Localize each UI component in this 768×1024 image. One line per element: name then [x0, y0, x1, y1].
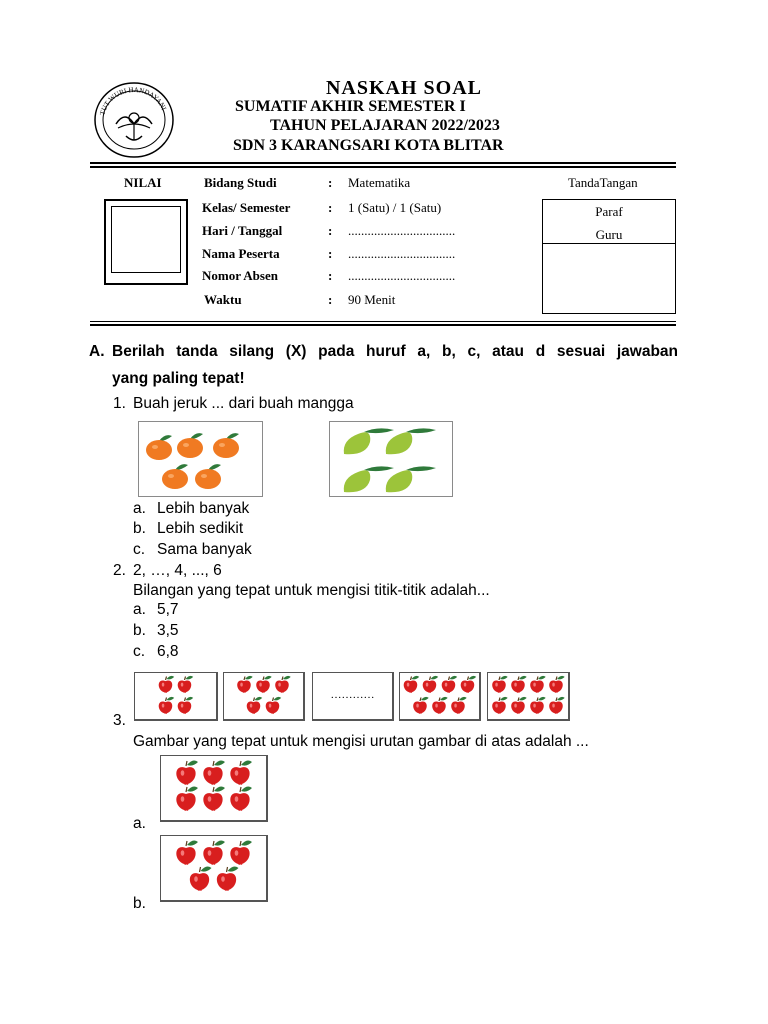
apple-fruit	[549, 697, 564, 714]
header-divider	[90, 162, 676, 164]
apple-fruit	[511, 697, 526, 714]
doc-title: NASKAH SOAL	[325, 77, 483, 99]
apple-sequence-box	[399, 672, 481, 721]
option-letter[interactable]: a.	[133, 815, 146, 832]
info-sep: :	[328, 200, 333, 215]
info-value[interactable]: .................................	[348, 268, 456, 283]
orange-fruit	[213, 433, 239, 458]
doc-subtitle-school: SDN 3 KARANGSARI KOTA BLITAR	[233, 137, 504, 154]
apple-sequence-box	[223, 672, 305, 721]
info-value[interactable]: .................................	[348, 246, 456, 261]
apple-fruit	[176, 787, 198, 811]
info-divider	[90, 321, 676, 322]
apple-fruit	[530, 697, 545, 714]
info-label: Nomor Absen	[202, 268, 278, 283]
apple-fruit	[159, 676, 174, 693]
oranges-image	[138, 421, 263, 497]
apple-fruit	[247, 697, 262, 714]
apple-fruit	[203, 841, 225, 865]
apple-fruit	[442, 676, 457, 693]
apple-fruit	[530, 676, 545, 693]
mango-fruit	[386, 428, 436, 454]
mangoes-image	[329, 421, 453, 497]
apple-fruit	[275, 676, 290, 693]
svg-text:TUT WURI HANDAYANI: TUT WURI HANDAYANI	[98, 85, 168, 116]
apple-fruit	[256, 676, 271, 693]
option-letter[interactable]: b.	[133, 520, 146, 537]
header-divider	[90, 166, 676, 168]
mango-fruit	[386, 466, 436, 492]
orange-fruit	[162, 464, 188, 489]
apple-fruit	[423, 676, 438, 693]
question-number: 3.	[113, 712, 126, 729]
apple-fruit	[461, 676, 476, 693]
paraf-label: Paraf	[595, 204, 623, 219]
apple-fruit	[176, 841, 198, 865]
question-subtext: Bilangan yang tepat untuk mengisi titik-titik adalah...	[133, 582, 490, 599]
info-sep: :	[328, 175, 333, 190]
blank-placeholder: …………	[330, 689, 375, 701]
apple-fruit	[176, 761, 198, 785]
option-b-apples[interactable]	[160, 835, 268, 902]
info-sep: :	[328, 268, 333, 283]
option-a-apples[interactable]	[160, 755, 268, 822]
info-sep: :	[328, 292, 333, 307]
apple-fruit	[217, 867, 239, 891]
option-letter[interactable]: b.	[133, 622, 146, 639]
apple-fruit	[203, 787, 225, 811]
section-instruction: yang paling tepat!	[112, 370, 245, 387]
option-letter[interactable]: a.	[133, 500, 146, 517]
orange-fruit	[146, 435, 172, 460]
doc-subtitle-year: TAHUN PELAJARAN 2022/2023	[270, 117, 500, 134]
apple-sequence-blank	[312, 672, 394, 721]
info-value: 1 (Satu) / 1 (Satu)	[348, 200, 442, 215]
orange-fruit	[177, 433, 203, 458]
info-sep: :	[328, 223, 333, 238]
info-divider	[90, 324, 676, 326]
info-value: Matematika	[348, 175, 411, 190]
info-sep: :	[328, 246, 333, 261]
question-number: 1.	[113, 395, 126, 412]
option-text[interactable]: 6,8	[157, 643, 179, 660]
option-letter[interactable]: c.	[133, 541, 146, 558]
section-instruction: Berilah tanda silang (X) pada huruf a, b, c, atau d sesuai jawaban	[112, 343, 678, 360]
apple-fruit	[404, 676, 419, 693]
info-label: Hari / Tanggal	[202, 223, 283, 238]
option-letter[interactable]: a.	[133, 601, 146, 618]
question-text: Buah jeruk ... dari buah mangga	[133, 395, 354, 412]
question-text: 2, …, 4, ..., 6	[133, 562, 222, 579]
apple-sequence-box	[487, 672, 570, 721]
tanda-tangan-label: TandaTangan	[568, 175, 638, 190]
apple-fruit	[203, 761, 225, 785]
guru-label: Guru	[595, 227, 623, 242]
nilai-score-box[interactable]	[104, 199, 188, 285]
apple-fruit	[492, 676, 507, 693]
apple-fruit	[159, 697, 174, 714]
apple-fruit	[230, 841, 252, 865]
apple-sequence-box	[134, 672, 218, 721]
question-number: 2.	[113, 562, 126, 579]
info-value[interactable]: .................................	[348, 223, 456, 238]
apple-fruit	[492, 697, 507, 714]
option-text[interactable]: 3,5	[157, 622, 179, 639]
info-label: Nama Peserta	[202, 246, 280, 261]
apple-fruit	[178, 697, 193, 714]
option-text[interactable]: 5,7	[157, 601, 179, 618]
info-label: Bidang Studi	[204, 175, 277, 190]
nilai-label: NILAI	[124, 175, 162, 190]
apple-fruit	[230, 761, 252, 785]
apple-fruit	[190, 867, 212, 891]
apple-fruit	[549, 676, 564, 693]
apple-fruit	[432, 697, 447, 714]
apple-fruit	[230, 787, 252, 811]
apple-fruit	[266, 697, 281, 714]
option-text[interactable]: Sama banyak	[157, 541, 252, 558]
question-text: Gambar yang tepat untuk mengisi urutan gambar di atas adalah ...	[133, 733, 589, 750]
option-text[interactable]: Lebih banyak	[157, 500, 250, 517]
info-label: Kelas/ Semester	[202, 200, 291, 215]
option-letter[interactable]: b.	[133, 895, 146, 912]
orange-fruit	[195, 464, 221, 489]
apple-fruit	[511, 676, 526, 693]
doc-subtitle-semester: SUMATIF AKHIR SEMESTER I	[235, 98, 466, 115]
apple-fruit	[178, 676, 193, 693]
info-value: 90 Menit	[348, 292, 396, 307]
apple-fruit	[413, 697, 428, 714]
apple-fruit	[451, 697, 466, 714]
option-text[interactable]: Lebih sedikit	[157, 520, 244, 537]
info-label: Waktu	[204, 292, 242, 307]
section-marker: A.	[89, 343, 105, 360]
signature-divider	[542, 243, 676, 244]
option-letter[interactable]: c.	[133, 643, 146, 660]
apple-fruit	[237, 676, 252, 693]
